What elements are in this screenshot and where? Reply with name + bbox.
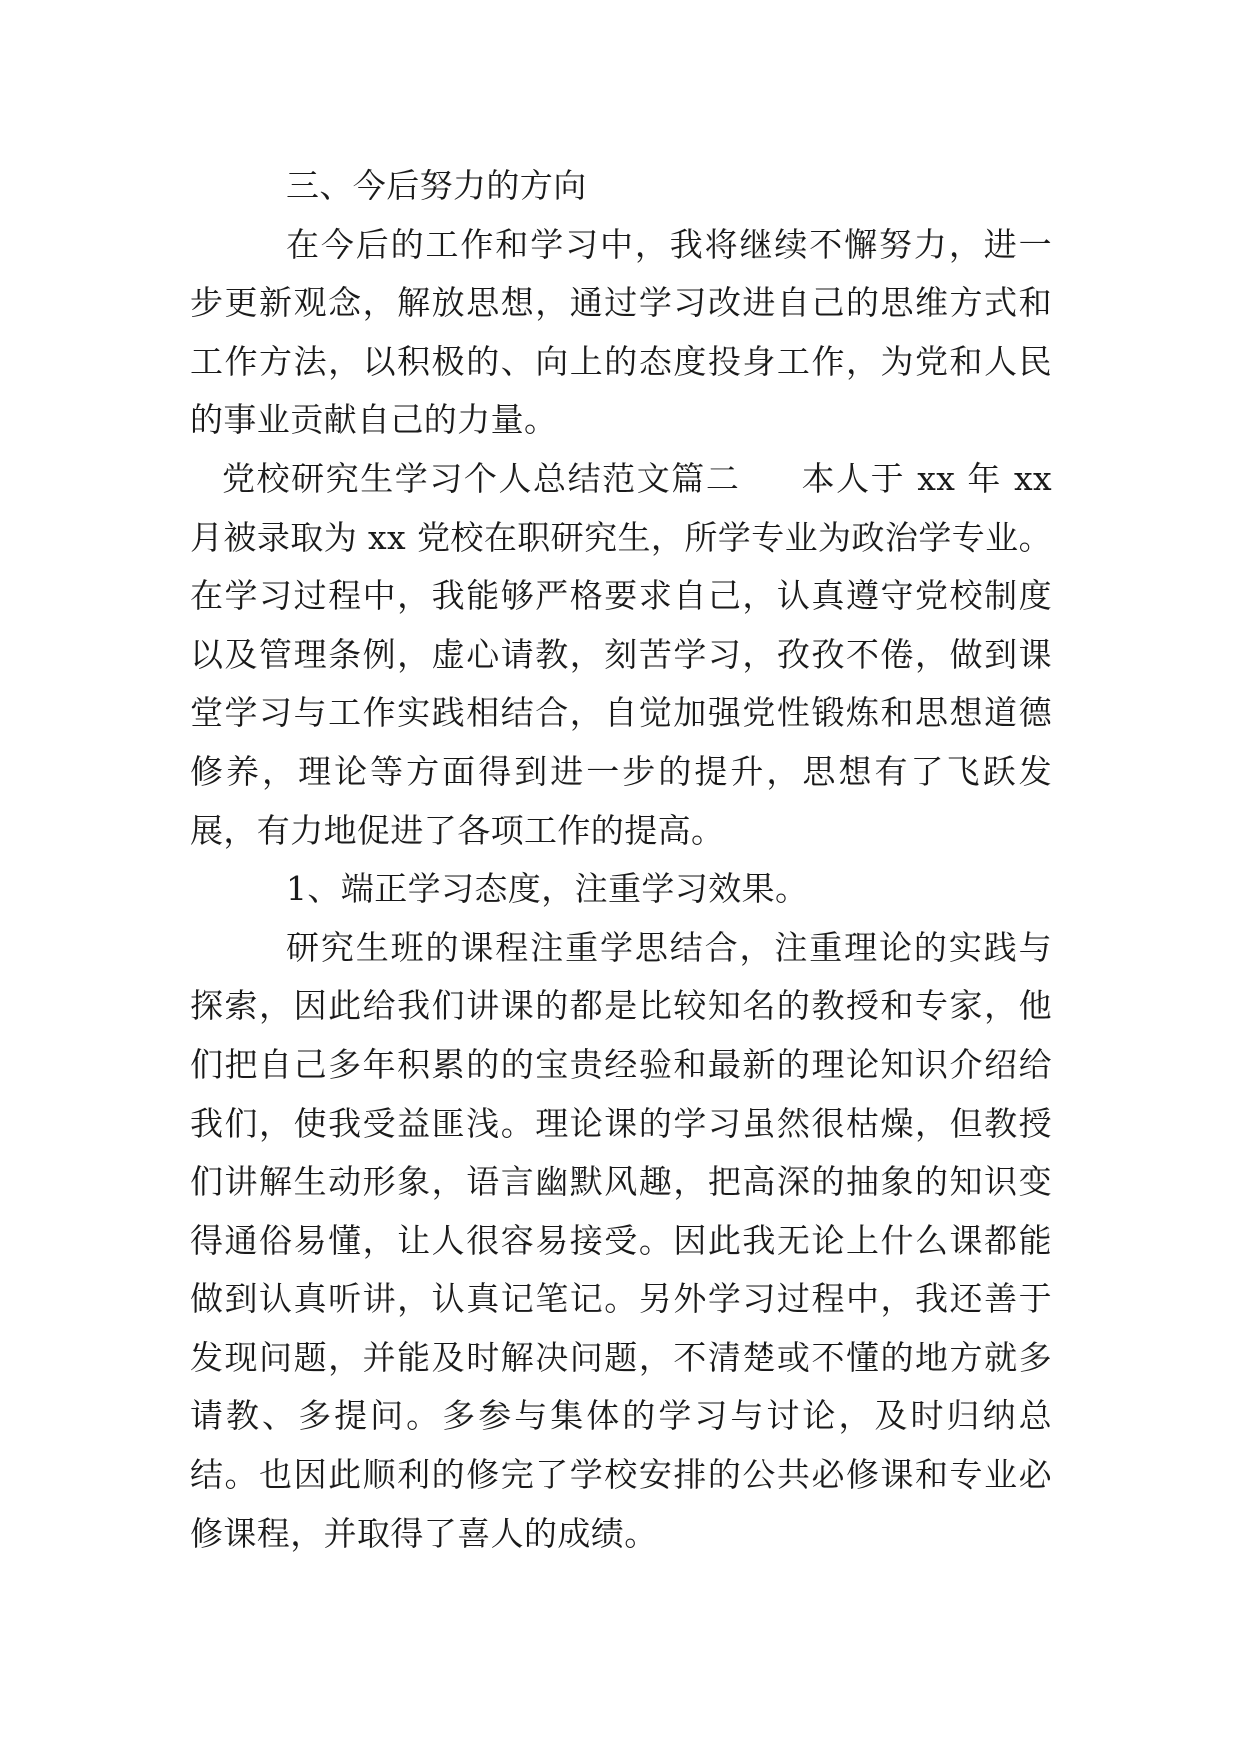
section-heading: 三、今后努力的方向: [286, 166, 587, 205]
document-body: [190, 157, 1052, 1563]
paragraph-point-one: 研究生班的课程注重学思结合，注重理论的实践与探索，因此给我们讲课的都是比较知名的教授和专家，他们把自己多年积累的的宝贵经验和最新的理论知识介绍给我们，使我受益匪浅。理论课的学习虽然很枯燥，但教授们讲解生动形象，语言幽默风趣，把高深的抽象的知识变得通俗易懂，让人很容易接受。因此我无论上什么课都能做到认真听讲，认真记笔记。另外学习过程中，我还善于发现问题，并能及时解决问题，不清楚或不懂的地方就多请教、多提问。多参与集体的学习与讨论，及时归纳总结。也因此顺利的修完了学校安排的公共必修课和专业必修课程，并取得了喜人的成绩。: [190, 927, 1052, 1553]
point-one-heading: 1、端正学习态度，注重学习效果。: [286, 869, 809, 909]
paragraph-intro: 本人于 xx 年 xx 月被录取为 xx 党校在职研究生，所学专业为政治学专业。在学习过程中，我能够严格要求自己，认真遵守党校制度以及管理条例，虚心请教，刻苦学习，孜孜不倦，做到课堂学习与工作实践相结合，自觉加强党性锻炼和思想道德修养，理论等方面得到进一步的提升，思想有了飞跃发展，有力地促进了各项工作的提高。: [190, 458, 1052, 850]
article-title: 党校研究生学习个人总结范文篇二: [222, 458, 741, 498]
article-intro-paragraph: [190, 450, 1052, 860]
paragraph-direction: 在今后的工作和学习中，我将继续不懈努力，进一步更新观念，解放思想，通过学习改进自己的思维方式和工作方法，以积极的、向上的态度投身工作，为党和人民的事业贡献自己的力量。: [190, 224, 1052, 440]
